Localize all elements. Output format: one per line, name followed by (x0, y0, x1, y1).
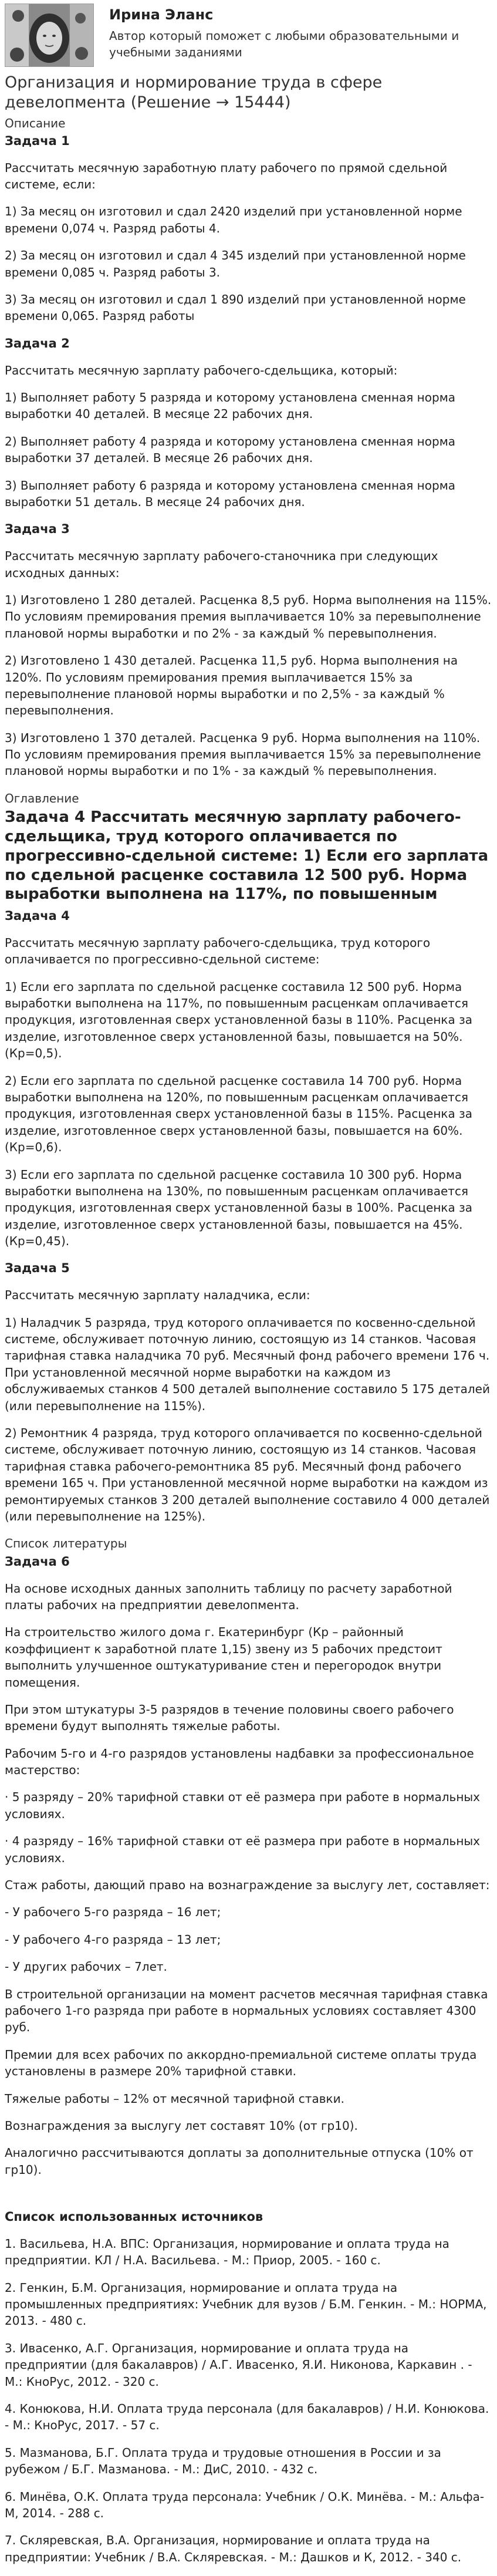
reference-item: 4. Конюкова, Н.И. Оплата труда персонала (для бакалавров) / Н.И. Конюкова. - М.: КноРус, 2017. - 57 c. (5, 2402, 489, 2433)
author-name[interactable]: Ирина Эланс (109, 6, 214, 23)
toc-heading: Задача 4 Рассчитать месячную зарплату рабочего-сдельщика, труд которого оплачивается по прогрессивно-сдельной системе: 1) Если его зарплата по сдельной расценке составила 12 500 руб. Норма выработки выполнена на 117%, по повышенным (5, 808, 489, 903)
task-paragraph: - У рабочего 5-го разряда – 16 лет; (5, 1905, 221, 1920)
task-paragraph: 3) Выполняет работу 6 разряда и которому установлена сменная норма выработки 51 деталь. В месяце 24 рабочих дня. (5, 478, 456, 509)
task-paragraph: На строительство жилого дома г. Екатеринбург (Кр – районный коэффициент к заработной плате 1,15) звену из 5 рабочих предстоит выполнить улучшенное оштукатуривание стен и перегородок внутри помещения. (5, 1625, 442, 1690)
task-paragraph: Аналогично рассчитываются доплаты за дополнительные отпуска (10% от гр10). (5, 2146, 474, 2177)
task-paragraph: 2) Выполняет работу 4 разряда и которому установлена сменная норма выработки 37 деталей. В месяце 26 рабочих дня. (5, 434, 456, 466)
task-paragraph: 2) Если его зарплата по сдельной расценке составила 14 700 руб. Норма выработки выполнена на 120%, по повышенным расценкам оплачивается продукция, изготовленная сверх установленной базы в 115%. Расценка за изделие, изготовленное сверх установленной базы, повышается на 60%. (Кр=0,6). (5, 1073, 472, 1155)
task-paragraph: 2) Изготовлено 1 430 деталей. Расценка 11,5 руб. Норма выполнения на 120%. По условиям премирования премия выплачивается 15% за перевыполнение плановой нормы выработки и по 2,5% - за каждый % перевыполнения. (5, 653, 458, 718)
task-paragraph: При этом штукатуры 3-5 разрядов в течение половины своего рабочего времени будут выполнять тяжелые работы. (5, 1702, 454, 1734)
task-block (5, 1553, 492, 2178)
page-title: Организация и нормирование труда в сфере девелопмента (Решение → 15444) (5, 73, 383, 112)
task-paragraph: 1) Если его зарплата по сдельной расценке составила 12 500 руб. Норма выработки выполнена на 117%, по повышенным расценкам оплачивается продукция, изготовленная сверх установленной базы в 110%. Расценка за изделие, изготовленное сверх установленной базы, повышается на 50%. (Кр=0,5). (5, 979, 472, 1061)
reference-item: 5. Мазманова, Б.Г. Оплата труда и трудовые отношения в России и за рубежом / Б.Г. Мазманова. - М.: ДиС, 2010. - 432 c. (5, 2445, 441, 2477)
task-paragraph: 1) Изготовлено 1 280 деталей. Расценка 8,5 руб. Норма выполнения на 115%. По условиям премирования премия выплачивается 10% за перевыполнение плановой нормы выработки и по 2% - за каждый % перевыполнения. (5, 592, 492, 640)
task-paragraph: 1) За месяц он изготовил и сдал 2420 изделий при установленной норме времени 0,074 ч. Разряд работы 4. (5, 204, 462, 235)
task-paragraph: - У других рабочих – 7лет. (5, 1960, 167, 1974)
task-paragraph: В строительной организации на момент расчетов месячная тарифная ставка рабочего 1-го разряда при работе в нормальных условиях составляет 4300 руб. (5, 1987, 488, 2035)
task-paragraph: 1) Наладчик 5 разряда, труд которого оплачивается по косвенно-сдельной системе, обслуживает поточную линию, состоящую из 14 станков. Часовая тарифная ставка наладчика 70 руб. Месячный фонд рабочего времени 176 ч. При установленной месячной норме выработки на каждом из обслуживаемых станков 4 500 деталей выполнение составило 5 175 деталей (или перевыполнение на 115%). (5, 1315, 490, 1413)
task-title: Задача 5 (5, 1261, 70, 1276)
task-paragraph: 3) За месяц он изготовил и сдал 1 890 изделий при установленной норме времени 0,065. Разряд работы (5, 292, 466, 323)
reference-item: 7. Скляревская, В.А. Организация, нормирование и оплата труда на предприятии: Учебник / В.А. Скляревская. - М.: Дашков и К, 2012. - 340 c. (5, 2533, 462, 2564)
task-block (5, 133, 492, 325)
author-card (5, 0, 492, 67)
author-avatar (5, 4, 94, 67)
literature-label: Список литературы (5, 1536, 127, 1551)
tasks-group-toc (5, 908, 492, 1525)
task-title: Задача 3 (5, 522, 70, 537)
task-title: Задача 2 (5, 336, 70, 350)
task-paragraph: - У рабочего 4-го разряда – 13 лет; (5, 1932, 221, 1947)
reference-item: 6. Минёва, О.К. Оплата труда персонала: Учебник / О.К. Минёва. - М.: Альфа-М, 2014. - 288 c. (5, 2489, 485, 2520)
task-paragraph: Рассчитать месячную зарплату рабочего-станочника при следующих исходных данных: (5, 549, 438, 580)
task-paragraph: Премии для всех рабочих по аккордно-премиальной системе оплаты труда установлены в размере 20% тарифной ставки. (5, 2047, 477, 2079)
task-paragraph: Рассчитать месячную зарплату рабочего-сдельщика, труд которого оплачивается по прогрессивно-сдельной системе: (5, 935, 431, 967)
task-paragraph: 3) Изготовлено 1 370 деталей. Расценка 9 руб. Норма выполнения на 110%. По условиям премирования премия выплачивается 15% за перевыполнение плановой нормы выработки и по 1% - за каждый % перевыполнения. (5, 730, 481, 778)
task-paragraph: Рассчитать месячную зарплату рабочего-сдельщика, который: (5, 363, 398, 377)
author-info (109, 4, 492, 60)
task-block (5, 1260, 492, 1525)
references-list (5, 2236, 492, 2565)
task-paragraph: · 5 разряду – 20% тарифной ставки от её размера при работе в нормальных условиях. (5, 1790, 481, 1821)
task-title: Задача 6 (5, 1554, 70, 1569)
task-paragraph: · 4 разряду – 16% тарифной ставки от её размера при работе в нормальных условиях. (5, 1834, 481, 1865)
reference-item: 1. Васильева, Н.А. ВПС: Организация, нормирование и оплата труда на предприятии. КЛ / Н.А. Васильева. - М.: Приор, 2005. - 160 c. (5, 2236, 449, 2268)
task-paragraph: Рассчитать месячную зарплату наладчика, если: (5, 1288, 310, 1303)
description-label: Описание (5, 116, 66, 130)
references-title: Список использованных источников (5, 2210, 263, 2224)
task-paragraph: Рассчитать месячную заработную плату рабочего по прямой сдельной системе, если: (5, 160, 448, 192)
task-block (5, 335, 492, 511)
task-paragraph: Вознаграждения за выслугу лет составят 10% (от гр10). (5, 2118, 358, 2133)
tasks-group-literature (5, 1553, 492, 2178)
reference-item: 3. Ивасенко, А.Г. Организация, нормирование и оплата труда на предприятии (для бакалавров) / А.Г. Ивасенко, Я.И. Никонова, Каркавин . - М.: КноРус, 2012. - 320 c. (5, 2341, 472, 2389)
task-paragraph: 2) Ремонтник 4 разряда, труд которого оплачивается по косвенно-сдельной системе, обслуживает поточную линию, состоящую из 14 станков. Часовая тарифная ставка рабочего-ремонтника 85 руб. Месячный фонд рабочего времени 165 ч. При установленной месячной норме выработки на каждом из ремонтируемых станков 3 200 деталей выполнение составило 4 000 деталей (или перевыполнение на 125%). (5, 1426, 490, 1523)
task-paragraph: Стаж работы, дающий право на вознаграждение за выслугу лет, составляет: (5, 1878, 490, 1893)
task-block (5, 908, 492, 1249)
toc-label: Оглавление (5, 791, 79, 805)
task-paragraph: На основе исходных данных заполнить таблицу по расчету заработной платы рабочих на предприятии девелопмента. (5, 1581, 452, 1612)
task-block (5, 521, 492, 780)
task-title: Задача 4 (5, 909, 70, 923)
author-description: Автор который поможет с любыми образовательными и учебными заданиями (109, 29, 459, 59)
tasks-group-description (5, 133, 492, 780)
task-paragraph: Тяжелые работы – 12% от месячной тарифной ставки. (5, 2091, 344, 2106)
task-paragraph: 2) За месяц он изготовил и сдал 4 345 изделий при установленной норме времени 0,085 ч. Разряд работы 3. (5, 248, 466, 279)
task-title: Задача 1 (5, 133, 70, 148)
reference-item: 2. Генкин, Б.М. Организация, нормирование и оплата труда на промышленных предприятиях: Учебник для вузов / Б.М. Генкин. - М.: НОРМА, 2013. - 480 c. (5, 2280, 487, 2328)
task-paragraph: Рабочим 5-го и 4-го разрядов установлены надбавки за профессиональное мастерство: (5, 1746, 474, 1778)
task-paragraph: 1) Выполняет работу 5 разряда и которому установлена сменная норма выработки 40 деталей. В месяце 22 рабочих дня. (5, 390, 456, 422)
task-paragraph: 3) Если его зарплата по сдельной расценке составила 10 300 руб. Норма выработки выполнена на 130%, по повышенным расценкам оплачивается продукция, изготовленная сверх установленной базы в 100%. Расценка за изделие, изготовленное сверх установленной базы, повышается на 45%. (Кр=0,45). (5, 1167, 472, 1249)
